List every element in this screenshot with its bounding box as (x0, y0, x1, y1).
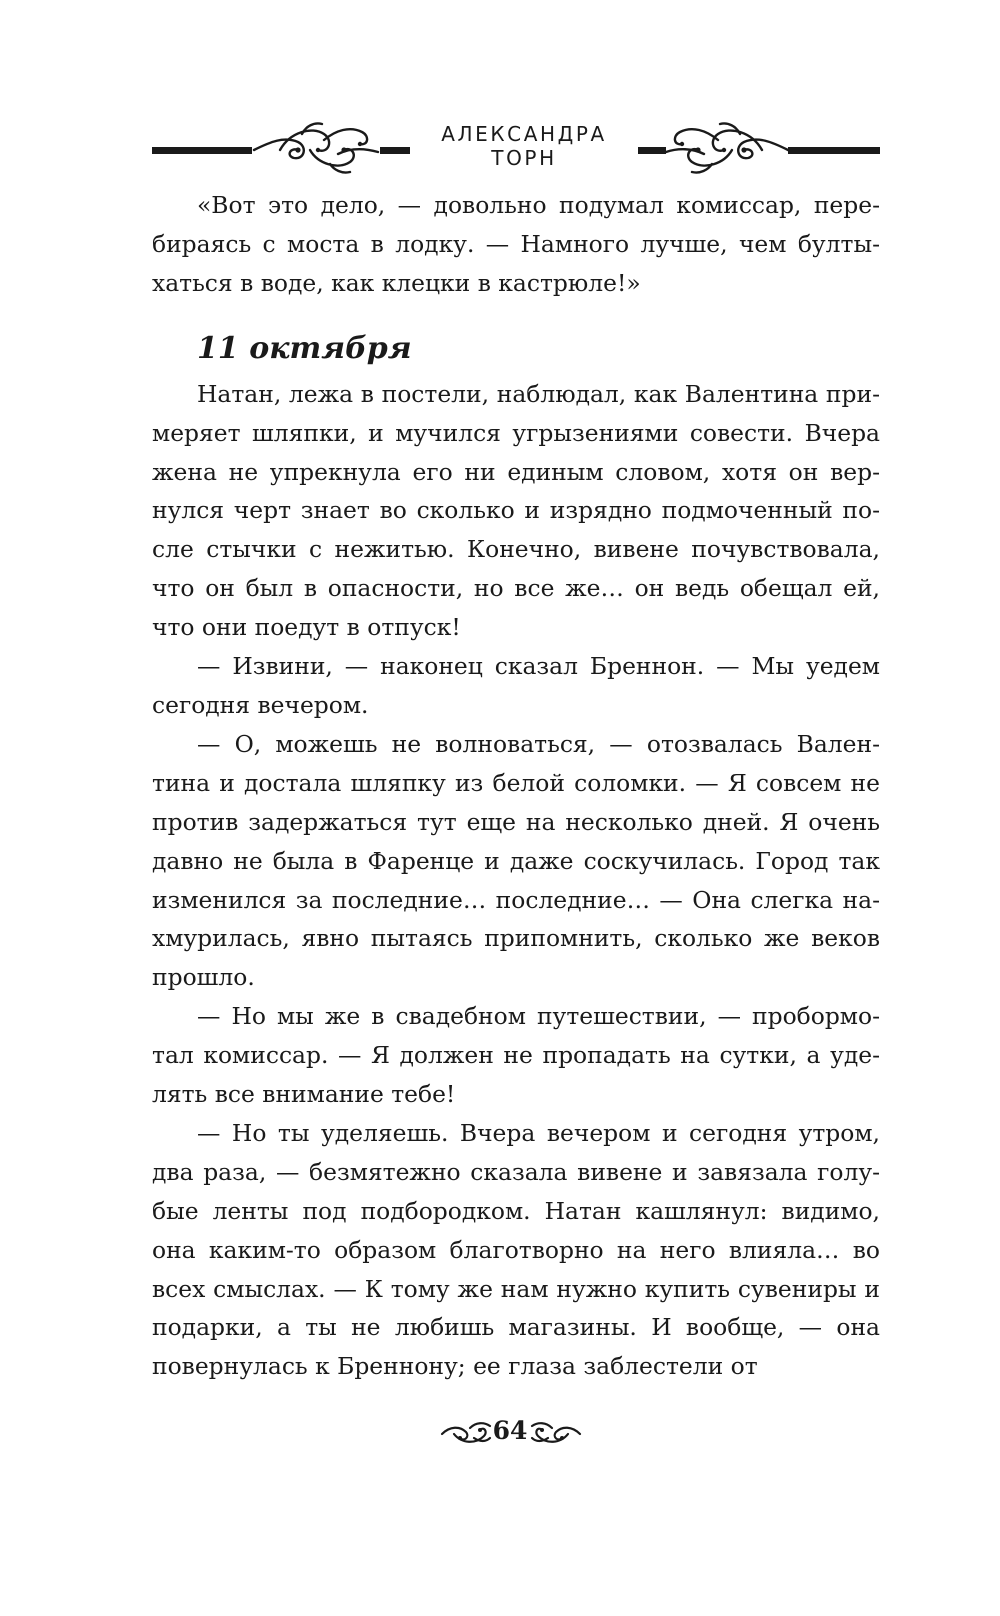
header-rule-left (152, 147, 252, 154)
paragraph: «Вот это дело, — довольно подумал комиссар, перебираясь с моста в лодку. — Намного лучше, чем бултыхаться в воде, как клецки в кастрюле!» (152, 191, 880, 297)
paragraph: Натан, лежа в постели, наблюдал, как Валентина примеряет шляпки, и мучился угрызениями совести. Вчера жена не упрекнула его ни единым словом, хотя он вернулся черт знает во сколько и изрядно подмоченный после стычки с нежитью. Конечно, вивене почувствовала, что он был в опасности, но все же… он ведь обещал ей, что они поедут в отпуск! (152, 379, 880, 642)
page-folio (0, 1414, 1000, 1454)
header-rule-mid-right (638, 147, 666, 154)
flourish-ornament-icon (250, 120, 382, 176)
header-rule-mid-left (380, 147, 410, 154)
running-header (152, 116, 880, 176)
page-body-text (152, 186, 880, 1386)
paragraph: — Но мы же в свадебном путешествии, — пробормотал комиссар. — Я должен не пропадать на сутки, а уделять все внимание тебе! (152, 1002, 880, 1109)
paragraph: — Извини, — наконец сказал Бреннон. — Мы уедем сегодня вечером. (152, 652, 880, 719)
small-flourish-icon (530, 1420, 582, 1446)
page-number: 64 (492, 1416, 528, 1445)
paragraph: — О, можешь не волноваться, — отозвалась Валентина и достала шляпку из белой соломки. — Я совсем не против задержаться тут еще на несколько дней. Я очень давно не была в Фаренце и даже соскучилась. Город так изменился за последние… последние… — Она слегка нахмурилась, явно пытаясь припомнить, сколько же веков прошло. (152, 729, 880, 992)
header-rule-right (788, 147, 880, 154)
section-heading: 11 октября (197, 330, 412, 366)
running-header-author: АЛЕКСАНДРА ТОРН (441, 122, 607, 170)
flourish-ornament-icon (664, 120, 792, 176)
paragraph: — Но ты уделяешь. Вчера вечером и сегодня утром, два раза, — безмятежно сказала вивене и завязала голубые ленты под подбородком. Натан кашлянул: видимо, она каким-то образом благотворно на него влияла… во всех смыслах. — К тому же нам нужно купить сувениры и подарки, а ты не любишь магазины. И вообще, — она повернулась к Бреннону; ее глаза заблестели от (152, 1118, 880, 1381)
